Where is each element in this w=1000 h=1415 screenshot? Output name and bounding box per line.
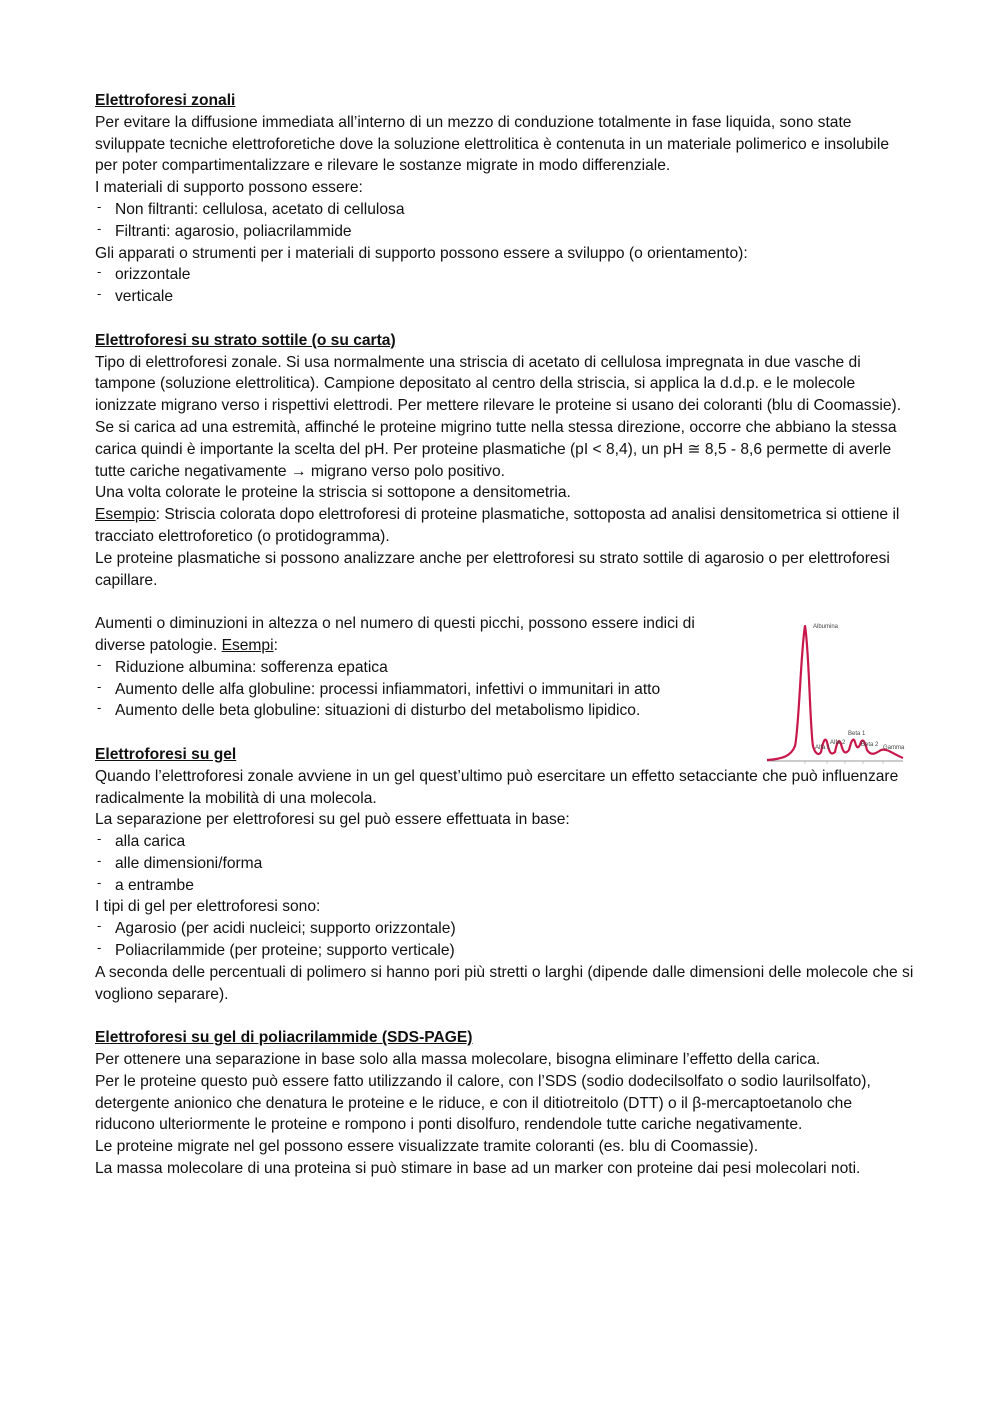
list-item: - Poliacrilammide (per proteine; supporto verticale) [95, 940, 915, 962]
list-item: - Riduzione albumina: sofferenza epatica [95, 657, 915, 679]
peak-label: Albumina [813, 624, 839, 630]
paragraph: Per evitare la diffusione immediata all’interno di un mezzo di conduzione totalmente in fase liquida, sono state sviluppate tecniche elettroforetiche dove la soluzione elettrolitica è contenuta in un materiale polimerico e insolubile per poter compartimentalizzare e rilevare le sostanze migrate in modo differenziale. [95, 113, 890, 175]
section-title-gel: Elettroforesi su gel [95, 745, 237, 763]
paragraph: Gli apparati o strumenti per i materiali di supporto possono essere a sviluppo (o orientamento): [95, 244, 748, 262]
list-item: - alle dimensioni/forma [95, 853, 915, 875]
section-title-strato-sottile: Elettroforesi su strato sottile (o su carta) [95, 331, 396, 349]
paragraph: Quando l’elettroforesi zonale avviene in un gel quest’ultimo può esercitare un effetto setacciante che può influenzare radicalmente la mobilità di una molecola. [95, 767, 899, 807]
section-title-sds-page: Elettroforesi su gel di poliacrilammide (SDS-PAGE) [95, 1029, 473, 1047]
list-item: - Agarosio (per acidi nucleici; supporto orizzontale) [95, 918, 915, 940]
paragraph: Per le proteine questo può essere fatto utilizzando il calore, con l’SDS (sodio dodecilsolfato o sodio laurilsolfato), detergente anionico che denatura le proteine e le riduce, e con il ditiotreitolo (DTT) o il β-mercaptoetanolo che riducono ulteriormente le proteine e rompono i ponti disolfuro, rendendole tutte cariche negativamente. [95, 1072, 871, 1134]
list-item: - alla carica [95, 831, 915, 853]
paragraph: I materiali di supporto possono essere: [95, 179, 363, 197]
example-label: Esempio [95, 506, 156, 524]
list-item: - verticale [95, 286, 915, 308]
list-item: - Aumento delle beta globuline: situazioni di disturbo del metabolismo lipidico. [95, 700, 915, 722]
bullet-list [95, 264, 915, 308]
bullet-list [95, 918, 915, 962]
bullet-list [95, 831, 915, 896]
paragraph: Per ottenere una separazione in base solo alla massa molecolare, bisogna eliminare l’effetto della carica. [95, 1051, 821, 1069]
list-item: - a entrambe [95, 875, 915, 897]
paragraph: La separazione per elettroforesi su gel può essere effettuata in base: [95, 811, 570, 829]
list-item: - Non filtranti: cellulosa, acetato di cellulosa [95, 199, 915, 221]
peak-label: Beta 2 [861, 742, 879, 748]
paragraph: La massa molecolare di una proteina si può stimare in base ad un marker con proteine dai pesi molecolari noti. [95, 1160, 861, 1178]
list-item: - Filtranti: agarosio, poliacrilammide [95, 221, 915, 243]
paragraph: Una volta colorate le proteine la striscia si sottopone a densitometria. [95, 484, 571, 502]
paragraph: Se si carica ad una estremità, affinché le proteine migrino tutte nella stessa direzione, occorre che abbiano la stessa carica quindi è importante la scelta del pH. Per proteine plasmatiche (pI < 8,4), un pH ≅ 8,5 - 8,6 permette di averle tutte cariche negativamente → migrano verso polo positivo. [95, 418, 897, 480]
paragraph [95, 613, 735, 657]
paragraph: A seconda delle percentuali di polimero si hanno pori più stretti o larghi (dipende dalle dimensioni delle molecole che si vogliono separare). [95, 963, 914, 1003]
paragraph: Le proteine migrate nel gel possono essere visualizzate tramite coloranti (es. blu di Coomassie). [95, 1138, 759, 1156]
peak-label: Gamma [883, 745, 905, 751]
examples-label: Esempi [221, 636, 274, 654]
bullet-list [95, 199, 915, 243]
list-item: - Aumento delle alfa globuline: processi infiammatori, infettivi o immunitari in atto [95, 679, 915, 701]
protidogram-figure [765, 618, 910, 766]
paragraph: I tipi di gel per elettroforesi sono: [95, 898, 321, 916]
paragraph: Le proteine plasmatiche si possono analizzare anche per elettroforesi su strato sottile di agarosio o per elettroforesi capillare. [95, 549, 890, 589]
peak-label: Alfa 1 [815, 745, 831, 751]
paragraph: Tipo di elettroforesi zonale. Si usa normalmente una striscia di acetato di cellulosa impregnata in due vasche di tampone (soluzione elettrolitica). Campione depositato al centro della striscia, si applica la d.d.p. e le molecole ionizzate migrano verso i rispettivi elettrodi. Per mettere rilevare le proteine si usano dei coloranti (blu di Coomassie). [95, 353, 902, 415]
tick-marks [805, 761, 883, 764]
paragraph-text: Aumenti o diminuzioni in altezza o nel numero di questi picchi, possono essere indici di diverse patologie. [95, 615, 695, 654]
colon: : [273, 636, 278, 654]
peak-label: Beta 1 [848, 731, 866, 737]
peak-label: Alfa 2 [830, 740, 846, 746]
section-title-zonali: Elettroforesi zonali [95, 92, 236, 109]
list-item: - orizzontale [95, 264, 915, 286]
example-paragraph [95, 504, 915, 548]
example-text: : Striscia colorata dopo elettroforesi di proteine plasmatiche, sottoposta ad analisi densitometrica si ottiene il tracciato elettroforetico (o protidogramma). [95, 506, 900, 545]
